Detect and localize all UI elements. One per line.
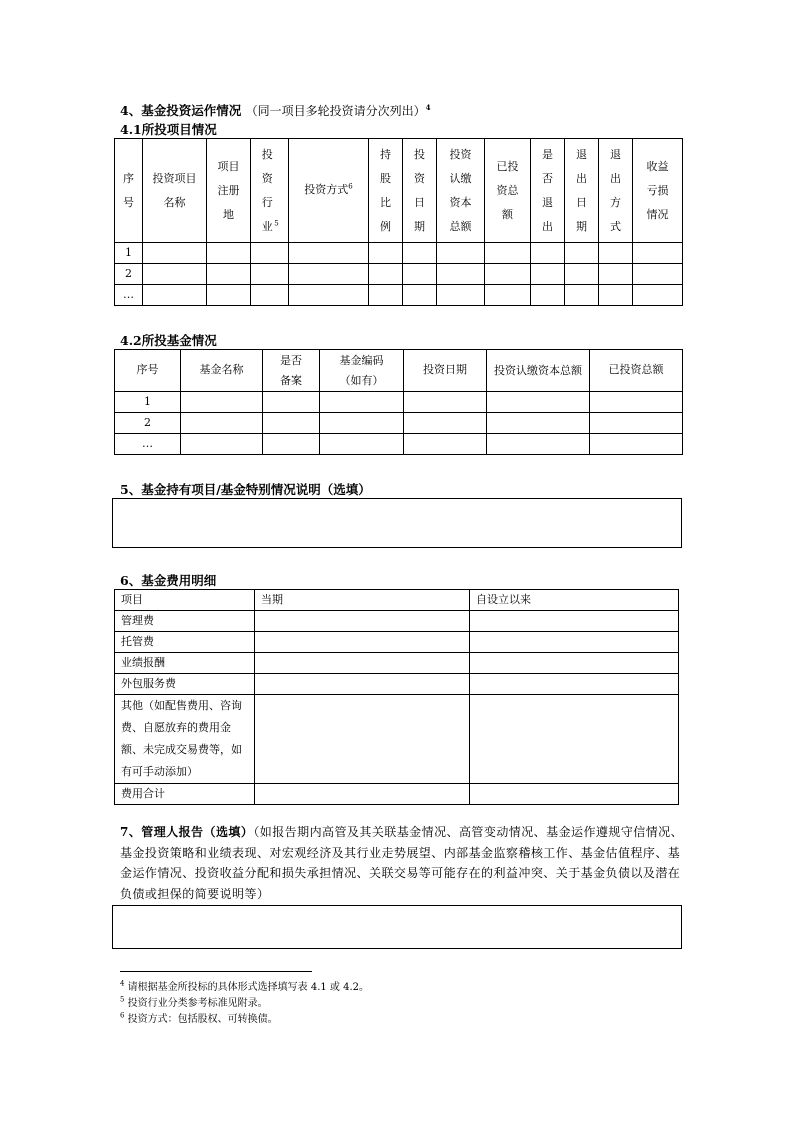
cell[interactable]	[320, 392, 404, 413]
footnote-number: 5	[120, 995, 125, 1004]
cell[interactable]	[289, 264, 369, 285]
col-header: 退出方式	[599, 139, 633, 243]
cell[interactable]	[289, 243, 369, 264]
cell[interactable]	[369, 243, 403, 264]
section-4-1-heading: 4.1所投项目情况	[120, 122, 217, 137]
cell[interactable]	[404, 434, 487, 455]
col-header: 持股比例	[369, 139, 403, 243]
footnote-number: 4	[120, 979, 125, 988]
table-row	[115, 632, 679, 653]
cell[interactable]	[181, 392, 263, 413]
cell[interactable]	[181, 413, 263, 434]
cell[interactable]	[470, 695, 679, 784]
cell[interactable]	[255, 674, 470, 695]
table-header-row	[115, 139, 683, 243]
cell[interactable]	[320, 413, 404, 434]
cell[interactable]	[143, 285, 207, 306]
cell[interactable]	[470, 611, 679, 632]
cell[interactable]	[251, 243, 289, 264]
cell[interactable]	[403, 243, 437, 264]
cell[interactable]	[255, 653, 470, 674]
col-header: 投资方式$^6$	[289, 139, 369, 243]
row-label: 托管费	[115, 632, 255, 653]
cell[interactable]	[404, 392, 487, 413]
section-4-heading	[120, 101, 430, 119]
cell[interactable]	[207, 243, 251, 264]
col-header: 投资日期	[403, 139, 437, 243]
cell[interactable]	[320, 434, 404, 455]
row-number: …	[115, 285, 143, 306]
cell[interactable]	[531, 243, 565, 264]
table-row	[115, 243, 683, 264]
cell[interactable]	[565, 243, 599, 264]
section-4-note: （同一项目多轮投资请分次列出）	[245, 104, 426, 118]
manager-report-textbox[interactable]	[112, 905, 682, 949]
cell[interactable]	[599, 285, 633, 306]
row-number: 1	[115, 243, 143, 264]
section-6-heading: 6、基金费用明细	[120, 573, 217, 588]
section-7-paragraph	[120, 822, 690, 904]
col-header: 收益亏损情况	[633, 139, 683, 243]
cell[interactable]	[255, 784, 470, 805]
footnote-separator	[120, 971, 312, 972]
col-header: 退出日期	[565, 139, 599, 243]
cell[interactable]	[485, 243, 531, 264]
row-number: 2	[115, 413, 181, 434]
cell[interactable]	[485, 285, 531, 306]
table-row	[115, 434, 683, 455]
row-label: 业绩报酬	[115, 653, 255, 674]
cell[interactable]	[404, 413, 487, 434]
col-header: 基金名称	[181, 350, 263, 392]
cell[interactable]	[403, 264, 437, 285]
col-header: 已投资总额	[485, 139, 531, 243]
special-situation-textbox[interactable]	[112, 498, 682, 548]
row-label: 其他（如配售费用、咨询费、自愿放弃的费用金额、未完成交易费等，如有可手动添加）	[115, 695, 255, 784]
col-header: 投资行业 $^5$	[251, 139, 289, 243]
cell[interactable]	[633, 264, 683, 285]
cell[interactable]	[251, 285, 289, 306]
cell[interactable]	[255, 695, 470, 784]
cell[interactable]	[207, 264, 251, 285]
row-label: 外包服务费	[115, 674, 255, 695]
fund-expenses-table	[114, 589, 679, 805]
footnote-number: 6	[120, 1011, 125, 1020]
cell[interactable]	[633, 285, 683, 306]
cell[interactable]	[590, 392, 683, 413]
row-number: 2	[115, 264, 143, 285]
footnote	[120, 1012, 278, 1027]
footnote-text: 投资方式：包括股权、可转换债。	[127, 1014, 278, 1025]
cell[interactable]	[633, 243, 683, 264]
cell[interactable]	[255, 611, 470, 632]
cell[interactable]	[470, 784, 679, 805]
cell[interactable]	[143, 264, 207, 285]
cell[interactable]	[531, 264, 565, 285]
cell[interactable]	[369, 285, 403, 306]
cell[interactable]	[437, 264, 485, 285]
cell[interactable]	[470, 653, 679, 674]
cell[interactable]	[263, 392, 320, 413]
table-row	[115, 413, 683, 434]
cell[interactable]	[599, 264, 633, 285]
footnote-text: 请根据基金所投标的具体形式选择填写表 4.1 或 4.2。	[127, 982, 369, 993]
table-row	[115, 392, 683, 413]
table-row	[115, 264, 683, 285]
cell[interactable]	[263, 413, 320, 434]
cell[interactable]	[531, 285, 565, 306]
col-header: 当期	[255, 590, 470, 611]
table-row	[115, 285, 683, 306]
table-row	[115, 674, 679, 695]
section-7-text: （如报告期内高管及其关联基金情况、高管变动情况、基金运作遵规守信情况、基金投资策略和业绩表现、对宏观经济及其行业走势展望、内部基金监察稽核工作、基金估值程序、基金运作情况、投资收益分配和损失承担情况、关联交易等可能存在的利益冲突、关于基金负债以及潜在负债或担保的简要说明等）	[120, 825, 684, 901]
col-header: 序号	[115, 350, 181, 392]
cell[interactable]	[369, 264, 403, 285]
invested-projects-table	[114, 138, 683, 306]
footnote	[120, 980, 369, 995]
table-row	[115, 784, 679, 805]
cell[interactable]	[487, 434, 590, 455]
col-header: 项目	[115, 590, 255, 611]
cell[interactable]	[437, 285, 485, 306]
col-header: 投资认缴资本总额	[487, 350, 590, 392]
section-4-2-heading: 4.2所投基金情况	[120, 333, 217, 348]
cell[interactable]	[590, 434, 683, 455]
cell[interactable]	[590, 413, 683, 434]
row-number: …	[115, 434, 181, 455]
invested-funds-table	[114, 349, 683, 455]
table-row	[115, 653, 679, 674]
row-number: 1	[115, 392, 181, 413]
cell[interactable]	[437, 243, 485, 264]
cell[interactable]	[487, 392, 590, 413]
row-label: 费用合计	[115, 784, 255, 805]
col-header: 项目注册地	[207, 139, 251, 243]
cell[interactable]	[289, 285, 369, 306]
cell[interactable]	[255, 632, 470, 653]
cell[interactable]	[143, 243, 207, 264]
cell[interactable]	[181, 434, 263, 455]
footnote-ref-4: 4	[425, 102, 431, 112]
cell[interactable]	[263, 434, 320, 455]
row-label: 管理费	[115, 611, 255, 632]
section-4-title: 4、基金投资运作情况	[120, 103, 242, 118]
table-row	[115, 611, 679, 632]
cell[interactable]	[485, 264, 531, 285]
cell[interactable]	[470, 632, 679, 653]
col-header: 序号	[115, 139, 143, 243]
col-header: 投资项目名称	[143, 139, 207, 243]
footnote-text: 投资行业分类参考标准见附录。	[127, 998, 268, 1009]
col-header: 投资认缴资本总额	[437, 139, 485, 243]
table-header-row	[115, 350, 683, 392]
col-header: 是否备案	[263, 350, 320, 392]
cell[interactable]	[565, 285, 599, 306]
section-5-heading: 5、基金持有项目/基金特别情况说明（选填）	[120, 482, 371, 497]
cell[interactable]	[251, 264, 289, 285]
cell[interactable]	[565, 264, 599, 285]
cell[interactable]	[207, 285, 251, 306]
cell[interactable]	[403, 285, 437, 306]
col-header: 已投资总额	[590, 350, 683, 392]
col-header: 基金编码（如有）	[320, 350, 404, 392]
col-header: 自设立以来	[470, 590, 679, 611]
col-header: 是否退出	[531, 139, 565, 243]
table-row	[115, 695, 679, 784]
cell[interactable]	[599, 243, 633, 264]
table-header-row	[115, 590, 679, 611]
cell[interactable]	[487, 413, 590, 434]
col-header: 投资日期	[404, 350, 487, 392]
section-7-heading: 7、管理人报告（选填）	[120, 825, 254, 839]
footnote	[120, 996, 268, 1011]
cell[interactable]	[470, 674, 679, 695]
